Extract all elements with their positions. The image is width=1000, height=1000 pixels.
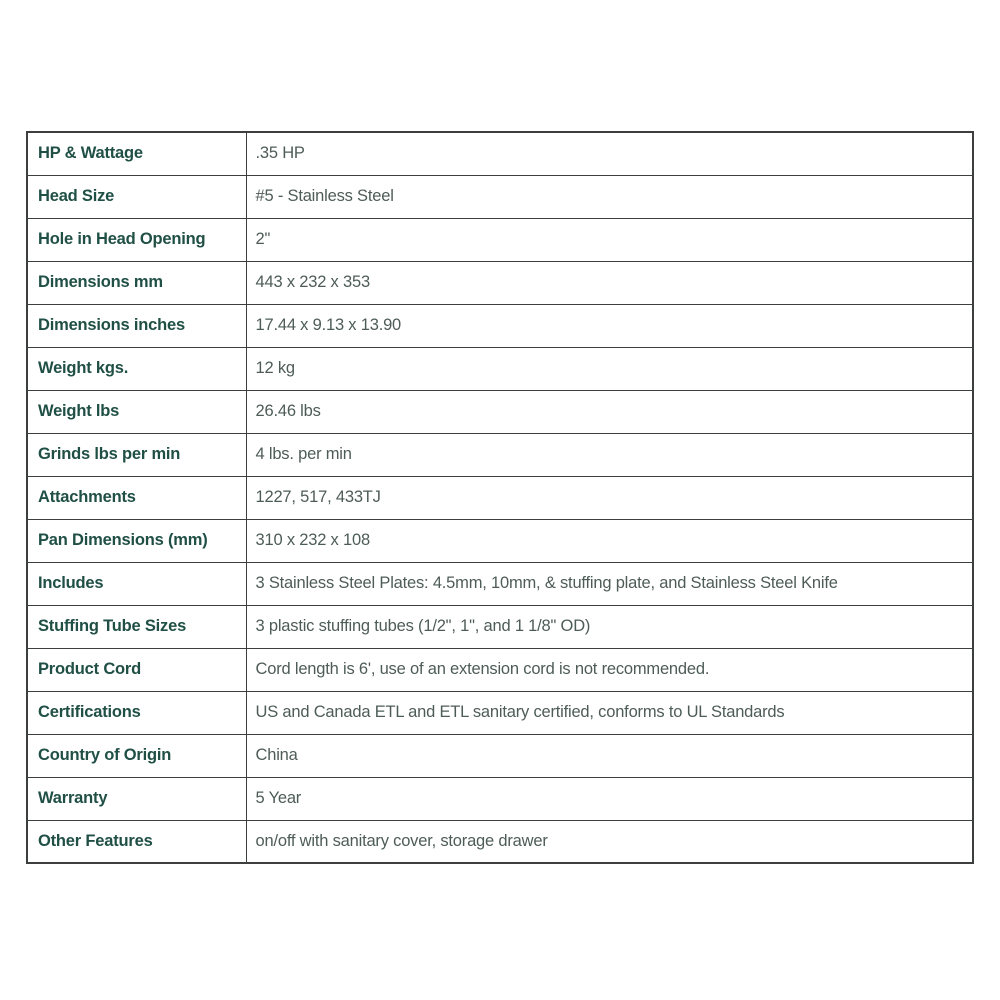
spec-label: Stuffing Tube Sizes [27, 605, 246, 648]
spec-value: Cord length is 6', use of an extension cord is not recommended. [246, 648, 973, 691]
table-row [27, 820, 973, 863]
spec-label: Pan Dimensions (mm) [27, 519, 246, 562]
table-row [27, 132, 973, 175]
table-row [27, 519, 973, 562]
spec-value: 12 kg [246, 347, 973, 390]
spec-label: Dimensions mm [27, 261, 246, 304]
spec-value: 310 x 232 x 108 [246, 519, 973, 562]
spec-label: Hole in Head Opening [27, 218, 246, 261]
table-row [27, 304, 973, 347]
spec-value: 26.46 lbs [246, 390, 973, 433]
spec-value: 5 Year [246, 777, 973, 820]
table-row [27, 390, 973, 433]
product-spec-table [26, 131, 974, 864]
spec-value: US and Canada ETL and ETL sanitary certified, conforms to UL Standards [246, 691, 973, 734]
spec-label: Product Cord [27, 648, 246, 691]
spec-value: 443 x 232 x 353 [246, 261, 973, 304]
spec-value: 2" [246, 218, 973, 261]
table-row [27, 648, 973, 691]
table-row [27, 433, 973, 476]
spec-label: Attachments [27, 476, 246, 519]
table-row [27, 777, 973, 820]
table-row [27, 562, 973, 605]
spec-value: #5 - Stainless Steel [246, 175, 973, 218]
spec-label: Dimensions inches [27, 304, 246, 347]
spec-label: Country of Origin [27, 734, 246, 777]
spec-value: 4 lbs. per min [246, 433, 973, 476]
spec-table-body [27, 132, 973, 863]
spec-label: HP & Wattage [27, 132, 246, 175]
spec-value: 3 Stainless Steel Plates: 4.5mm, 10mm, & stuffing plate, and Stainless Steel Knife [246, 562, 973, 605]
table-row [27, 218, 973, 261]
spec-label: Weight lbs [27, 390, 246, 433]
spec-value: .35 HP [246, 132, 973, 175]
spec-label: Warranty [27, 777, 246, 820]
spec-label: Head Size [27, 175, 246, 218]
spec-label: Certifications [27, 691, 246, 734]
table-row [27, 347, 973, 390]
spec-label: Grinds lbs per min [27, 433, 246, 476]
spec-label: Other Features [27, 820, 246, 863]
spec-value: 1227, 517, 433TJ [246, 476, 973, 519]
table-row [27, 175, 973, 218]
table-row [27, 691, 973, 734]
spec-value: on/off with sanitary cover, storage drawer [246, 820, 973, 863]
spec-label: Weight kgs. [27, 347, 246, 390]
spec-label: Includes [27, 562, 246, 605]
table-row [27, 476, 973, 519]
spec-value: China [246, 734, 973, 777]
table-row [27, 261, 973, 304]
table-row [27, 734, 973, 777]
table-row [27, 605, 973, 648]
spec-table-container [26, 131, 974, 864]
spec-value: 17.44 x 9.13 x 13.90 [246, 304, 973, 347]
spec-value: 3 plastic stuffing tubes (1/2", 1", and 1 1/8" OD) [246, 605, 973, 648]
